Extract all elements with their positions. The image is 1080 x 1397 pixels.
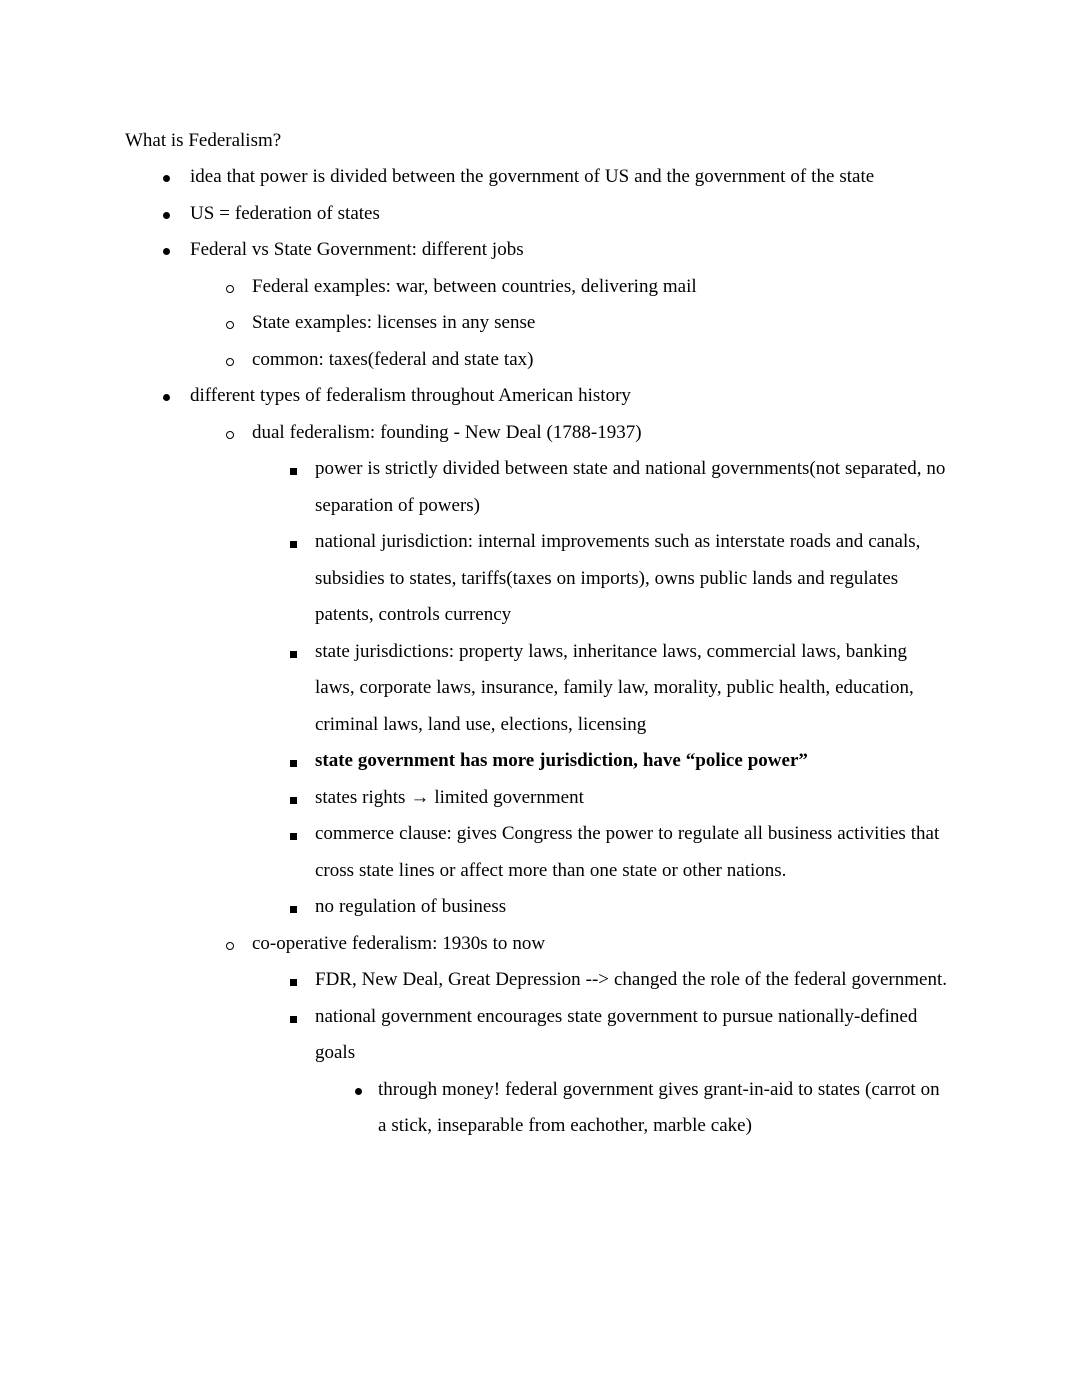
outline-item-row [125,780,950,817]
outline-item [125,634,950,744]
outline-item [125,524,950,634]
outline-item-text: commerce clause: gives Congress the power to regulate all business activities that cross state lines or affect more than one state or other nations. [315,823,945,881]
outline-item-text: different types of federalism throughout American history [190,385,631,406]
outline-item-row [125,999,950,1072]
circle-bullet-icon [226,415,244,452]
outline-item-text: no regulation of business [315,896,507,917]
outline-item [125,269,950,306]
outline-item-row [125,889,950,926]
outline-item [125,378,950,415]
outline-item [125,1072,950,1145]
outline-item [125,305,950,342]
outline-item-text: power is strictly divided between state and national governments(not separated, no separation of powers) [315,458,951,516]
disc-bullet-icon [163,196,181,233]
outline-item-row [125,634,950,744]
outline-item-row [125,1072,950,1145]
outline-item [125,926,950,963]
outline-item-row [125,926,950,963]
circle-bullet-icon [226,926,244,963]
outline-item-row [125,816,950,889]
outline-item-row [125,962,950,999]
outline-item-row [125,232,950,269]
square-bullet-icon [290,451,308,488]
outline-item-text: FDR, New Deal, Great Depression --> changed the role of the federal government. [315,969,947,990]
outline-item [125,196,950,233]
outline-item [125,159,950,196]
outline-item-text: dual federalism: founding - New Deal (1788-1937) [252,421,642,443]
outline-item-text: State examples: licenses in any sense [252,312,536,333]
outline-item-row [125,342,950,379]
outline-item [125,451,950,524]
disc-bullet-icon [355,1072,373,1109]
square-bullet-icon [290,816,308,853]
circle-bullet-icon [226,342,244,379]
outline-item [125,415,950,452]
outline-item-text: national government encourages state government to pursue nationally-defined goals [315,1005,923,1063]
outline-item-text: co-operative federalism: 1930s to now [252,932,546,954]
outline-item-text: state government has more jurisdiction, have “police power” [315,750,808,771]
outline-item-row [125,196,950,233]
outline-item-text: US = federation of states [190,202,380,224]
outline-item [125,780,950,817]
outline-item [125,232,950,269]
outline-item-text: through money! federal government gives grant-in-aid to states (carrot on a stick, inseparable from eachother, marble cake) [378,1078,945,1136]
square-bullet-icon [290,634,308,671]
outline-item-row [125,451,950,524]
outline-item-text: states rights → limited government [315,786,584,808]
outline-item-row [125,159,950,196]
notes-outline-list [125,159,950,1145]
disc-bullet-icon [163,159,181,196]
outline-item-text: common: taxes(federal and state tax) [252,348,534,370]
circle-bullet-icon [226,305,244,342]
outline-item-row [125,524,950,634]
outline-item-row [125,378,950,415]
page-title: What is Federalism? [125,130,282,151]
disc-bullet-icon [163,378,181,415]
outline-item-text: state jurisdictions: property laws, inheritance laws, commercial laws, banking laws, corporate laws, insurance, family law, morality, public health, education, criminal laws, land use, elections, licensing [315,640,919,735]
outline-item-row [125,743,950,780]
outline-item-text: idea that power is divided between the government of US and the government of the state [190,166,875,187]
square-bullet-icon [290,743,308,780]
outline-item [125,816,950,889]
square-bullet-icon [290,999,308,1036]
square-bullet-icon [290,780,308,817]
outline-item-text: Federal examples: war, between countries, delivering mail [252,275,697,297]
disc-bullet-icon [163,232,181,269]
outline-item-row [125,269,950,306]
outline-item-text: national jurisdiction: internal improvements such as interstate roads and canals, subsidies to states, tariffs(taxes on imports), owns public lands and regulates patents, controls currency [315,531,926,625]
outline-item [125,889,950,926]
outline-item [125,342,950,379]
outline-item-row [125,305,950,342]
square-bullet-icon [290,524,308,561]
circle-bullet-icon [226,269,244,306]
outline-item [125,999,950,1072]
outline-item-row [125,415,950,452]
outline-item [125,743,950,780]
square-bullet-icon [290,962,308,999]
outline-item-text: Federal vs State Government: different jobs [190,239,524,260]
outline-item [125,962,950,999]
square-bullet-icon [290,889,308,926]
